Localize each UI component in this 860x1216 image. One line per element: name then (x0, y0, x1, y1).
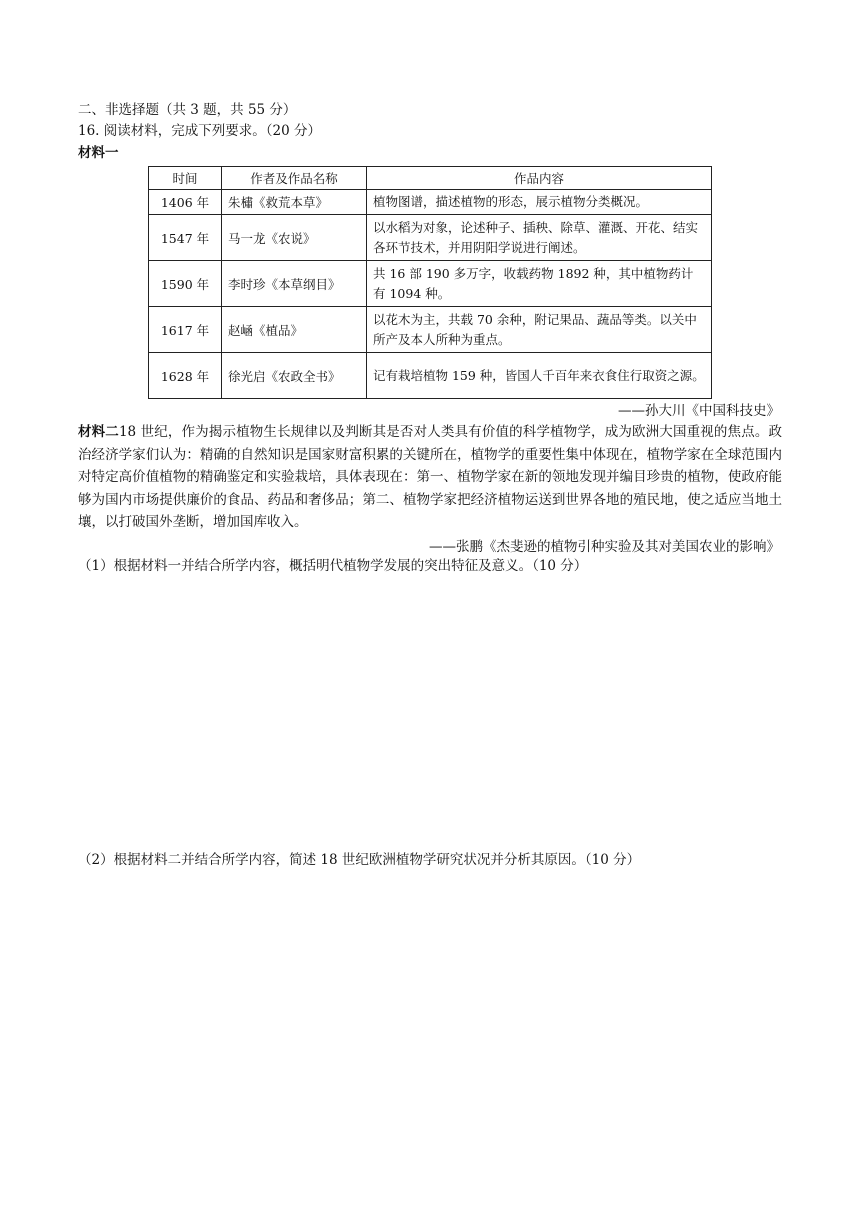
header-work: 作者及作品名称 (222, 167, 367, 190)
table-row (149, 353, 712, 399)
row-work: 李时珍《本草纲目》 (222, 261, 367, 307)
row-year: 1547 年 (149, 215, 222, 261)
material-1-table (148, 166, 712, 399)
table-row (149, 190, 712, 215)
section-title: 二、非选择题（共 3 题，共 55 分） (78, 102, 297, 118)
header-time: 时间 (149, 167, 222, 190)
row-content: 共 16 部 190 多万字，收载药物 1892 种，其中植物药计有 1094 种。 (367, 261, 712, 307)
row-year: 1628 年 (149, 353, 222, 399)
row-year: 1590 年 (149, 261, 222, 307)
material-1-label: 材料一 (78, 145, 119, 161)
row-content: 以花木为主，共载 70 余种，附记果品、蔬品等类。以关中所产及本人所种为重点。 (367, 307, 712, 353)
row-content: 记有栽培植物 159 种，皆国人千百年来衣食住行取资之源。 (367, 353, 712, 399)
table-header-row (149, 167, 712, 190)
material-1-source: ——孙大川《中国科技史》 (618, 403, 780, 419)
row-year: 1617 年 (149, 307, 222, 353)
material-2-text: 18 世纪，作为揭示植物生长规律以及判断其是否对人类具有价值的科学植物学，成为欧洲大国重视的焦点。政治经济学家们认为：精确的自然知识是国家财富积累的关键所在，植物学的重要性集中体现在，植物学家在全球范围内对特定高价值植物的精确鉴定和实验栽培，具体表现在：第一、植物学家在新的领地发现并编目珍贵的植物，使政府能够为国内市场提供廉价的食品、药品和奢侈品；第二、植物学家把经济植物运送到世界各地的殖民地，使之适应当地土壤，以打破国外垄断，增加国库收入。 (78, 424, 783, 530)
row-work: 徐光启《农政全书》 (222, 353, 367, 399)
table-row (149, 215, 712, 261)
header-content: 作品内容 (367, 167, 712, 190)
material-2-source: ——张鹏《杰斐逊的植物引种实验及其对美国农业的影响》 (429, 539, 780, 555)
row-content: 植物图谱，描述植物的形态，展示植物分类概况。 (367, 190, 712, 215)
row-work: 马一龙《农说》 (222, 215, 367, 261)
sub-question-1: （1）根据材料一并结合所学内容，概括明代植物学发展的突出特征及意义。（10 分） (78, 558, 588, 574)
material-2-paragraph (78, 421, 782, 534)
row-work: 朱橚《救荒本草》 (222, 190, 367, 215)
row-year: 1406 年 (149, 190, 222, 215)
question-16: 16. 阅读材料，完成下列要求。（20 分） (78, 123, 321, 139)
row-content: 以水稻为对象，论述种子、插秧、除草、灌溉、开花、结实各环节技术，并用阴阳学说进行阐述。 (367, 215, 712, 261)
table-row (149, 261, 712, 307)
material-2-label: 材料二 (78, 424, 119, 440)
table-row (149, 307, 712, 353)
sub-question-2: （2）根据材料二并结合所学内容，简述 18 世纪欧洲植物学研究状况并分析其原因。（10 分） (78, 852, 641, 868)
row-work: 赵崡《植品》 (222, 307, 367, 353)
